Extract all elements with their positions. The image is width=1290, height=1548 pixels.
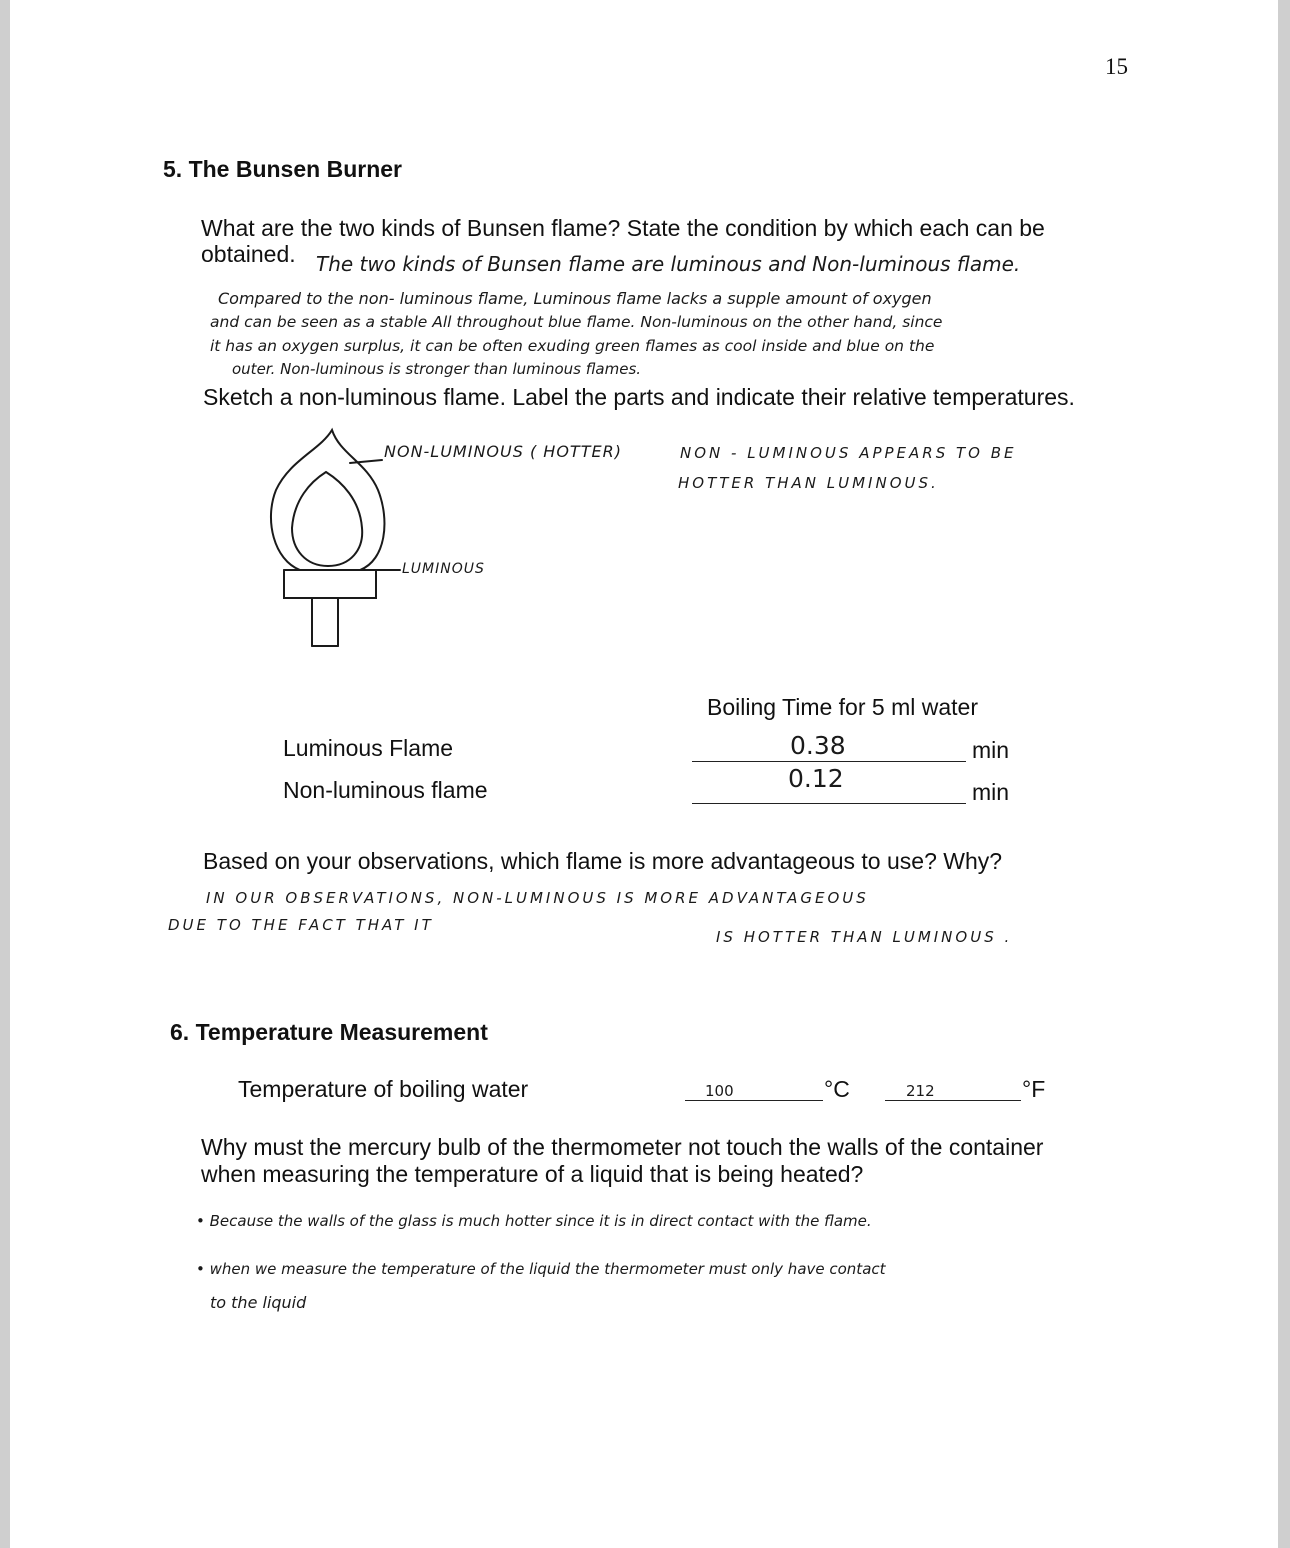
section-6-title: 6. Temperature Measurement: [170, 1019, 488, 1045]
question-flame-kinds-line1: What are the two kinds of Bunsen flame? State the condition by which each can be: [201, 215, 1045, 241]
answer-mercury-bullet2: • when we measure the temperature of the liquid the thermometer must only have contact: [196, 1260, 886, 1278]
row-nonluminous-blank: [692, 803, 966, 804]
question-sketch: Sketch a non-luminous flame. Label the parts and indicate their relative temperatures.: [203, 384, 1075, 410]
sketch-label-inner-flame: LUMINOUS: [402, 561, 485, 577]
answer-mercury-bullet2-text: when we measure the temperature of the liquid the thermometer must only have contact: [209, 1260, 886, 1278]
answer-flame-kinds-line1: The two kinds of Bunsen flame are luminous and Non-luminous flame.: [316, 252, 1021, 276]
sketch-note-line2: HOTTER THAN LUMINOUS.: [678, 474, 939, 492]
answer-mercury-bullet2-line2: to the liquid: [210, 1293, 307, 1312]
fahrenheit-unit: °F: [1022, 1076, 1046, 1102]
boiling-water-temp-label: Temperature of boiling water: [238, 1076, 529, 1102]
sketch-label-outer-flame: NON-LUMINOUS ( HOTTER): [384, 442, 622, 461]
celsius-blank: [685, 1100, 823, 1101]
answer-flame-kinds-line5: outer. Non-luminous is stronger than luminous flames.: [232, 360, 642, 378]
celsius-unit: °C: [824, 1076, 850, 1102]
section-5-title: 5. The Bunsen Burner: [163, 156, 402, 182]
page-number: 15: [1105, 54, 1128, 79]
document-page: [10, 0, 1278, 1548]
answer-advantageous-line2-right: IS HOTTER THAN LUMINOUS .: [716, 928, 1013, 946]
question-advantageous: Based on your observations, which flame is more advantageous to use? Why?: [203, 848, 1003, 874]
question-mercury-line2: when measuring the temperature of a liquid that is being heated?: [201, 1161, 864, 1187]
boiling-time-header: Boiling Time for 5 ml water: [707, 694, 978, 720]
row-luminous-blank: [692, 761, 966, 762]
answer-mercury-bullet1-text: Because the walls of the glass is much hotter since it is in direct contact with the flame.: [209, 1212, 872, 1230]
celsius-value: 100: [705, 1082, 734, 1100]
answer-flame-kinds-line3: and can be seen as a stable All throughout blue flame. Non-luminous on the other hand, since: [210, 313, 943, 331]
fahrenheit-blank: [885, 1100, 1021, 1101]
answer-mercury-bullet1: • Because the walls of the glass is much hotter since it is in direct contact with the flame.: [196, 1212, 872, 1230]
fahrenheit-value: 212: [906, 1082, 935, 1100]
question-flame-kinds-line2: obtained.: [201, 241, 296, 267]
row-luminous-unit: min: [972, 737, 1010, 763]
answer-flame-kinds-line4: it has an oxygen surplus, it can be often exuding green flames as cool inside and blue on the: [210, 337, 935, 355]
answer-advantageous-line1: IN OUR OBSERVATIONS, NON-LUMINOUS IS MORE ADVANTAGEOUS: [206, 889, 869, 907]
row-luminous-label: Luminous Flame: [283, 735, 454, 761]
row-nonluminous-label: Non-luminous flame: [283, 777, 488, 803]
answer-flame-kinds-line2: Compared to the non- luminous flame, Luminous flame lacks a supple amount of oxygen: [218, 289, 932, 308]
sketch-note-line1: NON - LUMINOUS APPEARS TO BE: [680, 444, 1017, 462]
row-nonluminous-value: 0.12: [788, 764, 844, 793]
answer-advantageous-line2-left: DUE TO THE FACT THAT IT: [168, 916, 434, 934]
question-mercury-line1: Why must the mercury bulb of the thermometer not touch the walls of the container: [201, 1134, 1044, 1160]
row-nonluminous-unit: min: [972, 779, 1010, 805]
row-luminous-value: 0.38: [790, 731, 846, 760]
